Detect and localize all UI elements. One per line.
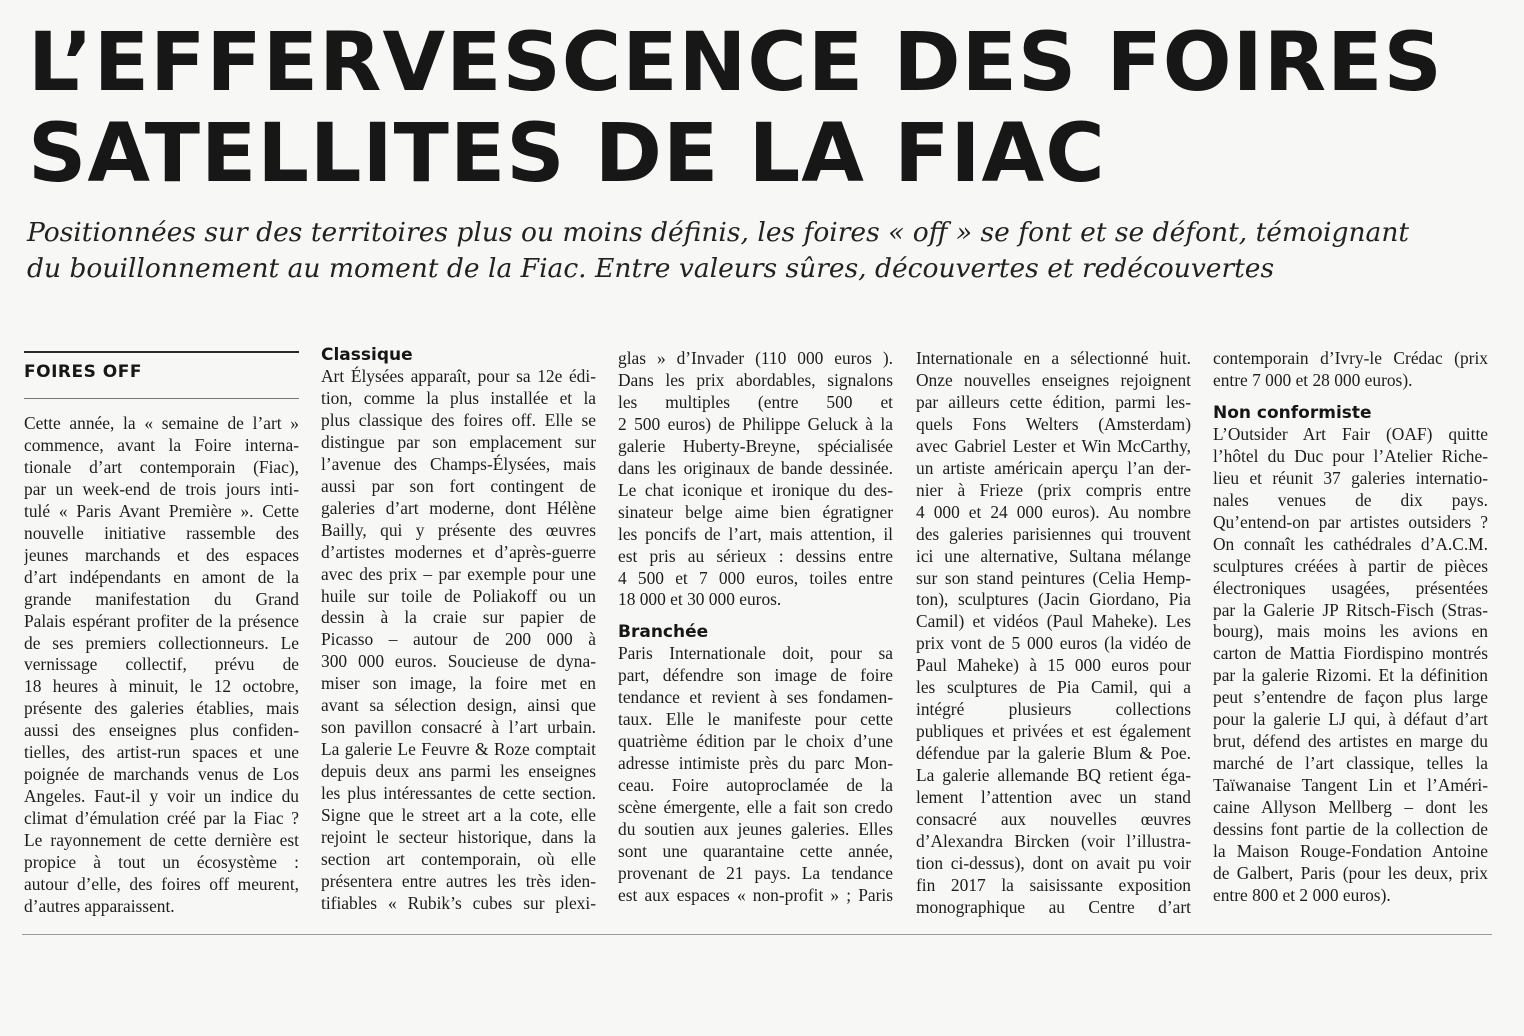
kicker-top-rule [24,351,299,353]
text-line: ceau. Foire autoproclamée de la [618,775,893,796]
article-column-5 [1213,348,1488,907]
article-column-2 [321,344,596,915]
article-column-1 [24,413,299,918]
page-bottom-rule [22,934,1492,935]
text-line: taux. Elle le manifeste pour cette [618,709,893,730]
text-line: La galerie Le Feuvre & Roze comptait [321,739,596,760]
kicker-bottom-rule [24,398,299,399]
text-line: d’Alexandra Bircken (voir l’illustra- [916,830,1191,851]
text-line: On connaît les cathédrales d’A.C.M. [1213,533,1488,554]
text-line: fin 2017 la saisissante exposition [916,874,1191,895]
text-line: aussi des enseignes plus confiden- [24,720,299,741]
text-line: distingue par son emplacement sur [321,431,596,452]
text-line: un artiste américain aperçu l’an der- [916,457,1191,478]
column-1-body [24,413,299,918]
text-line: sinateur belge aime bien égratigner [618,501,893,522]
text-line: électroniques usagées, présentées [1213,577,1488,598]
text-line: prix vont de 5 000 euros (la vidéo de [916,633,1191,654]
text-line: Paul Maheke) à 15 000 euros pour [916,655,1191,676]
text-line: autour d’elle, des foires off meurent, [24,874,299,895]
text-line: grande manifestation du Grand [24,588,299,609]
standfirst-line-2: du bouillonnement au moment de la Fiac. Entre valeurs sûres, découvertes et redécouvertes [27,253,1275,284]
text-line: brut, défend des artistes en marge du [1213,731,1488,752]
text-line: peut s’entendre de façon plus large [1213,687,1488,708]
text-line: rejoint le secteur historique, dans la [321,827,596,848]
subheading-non-conformiste: Non conformiste [1213,402,1372,423]
text-line: par un week-end de trois jours inti- [24,478,299,499]
text-line: Onze nouvelles enseignes rejoignent [916,369,1191,390]
text-line: pour la galerie LJ qui, à défaut d’art [1213,709,1488,730]
standfirst [27,215,1497,287]
text-line: adresse intimiste près du parc Mon- [618,753,893,774]
text-line: Dans les prix abordables, signalons [618,369,893,390]
text-line: galeries d’art moderne, dont Hélène [321,497,596,518]
text-line: galerie Huberty-Breyne, spécialisée [618,435,893,456]
column-3-body-b [618,643,893,906]
text-line: jeunes marchands et des espaces [24,544,299,565]
text-line: tionale d’art contemporain (Fiac), [24,456,299,477]
text-line: sculptures créées à partir de pièces [1213,555,1488,576]
text-line: Art Élysées apparaît, pour sa 12e édi- [321,366,596,386]
text-line: bourg), mais moins les avions en [1213,621,1488,642]
text-line: part, défendre son image de foire [618,665,893,686]
text-line: carton de Mattia Fiordispino montrés [1213,643,1488,664]
text-line: 4 500 et 7 000 euros, toiles entre [618,567,893,588]
text-line: dessin à la craie sur papier de [321,607,596,628]
headline [28,18,1498,200]
text-line: aussi par son fort contingent de [321,475,596,496]
text-line: l’hôtel du Duc pour l’Atelier Riche- [1213,445,1488,466]
text-line: de Galbert, Paris (pour les deux, prix [1213,862,1488,883]
text-line: ton), sculptures (Jacin Giordano, Pia [916,589,1191,610]
text-line: miser son image, la foire met en [321,673,596,694]
text-line: poignée de marchands venus de Los [24,764,299,785]
text-line: Taïwanaise Tangent Lin et l’Améri- [1213,775,1488,796]
text-line: vernissage collectif, prévu de [24,654,299,675]
text-line: 2 500 euros) de Philippe Geluck à la [618,413,893,434]
text-line: est pris au sérieux : dessins entre [618,545,893,566]
text-line: publiques et privées et est également [916,721,1191,742]
standfirst-line-1: Positionnées sur des territoires plus ou moins définis, les foires « off » se font et se défont, témoignant [27,217,1410,248]
text-line: L’Outsider Art Fair (OAF) quitte [1213,423,1488,444]
text-line: tion, comme la plus installée et la [321,387,596,408]
text-line: Le chat iconique et ironique du des- [618,479,893,500]
text-line: 4 000 et 24 000 euros). Au nombre [916,501,1191,522]
text-line: les multiples (entre 500 et [618,391,893,412]
text-line: d’artistes modernes et d’après-guerre [321,541,596,562]
text-line: 18 heures à minuit, le 12 octobre, [24,676,299,697]
text-line: les plus intéressantes de cette section. [321,783,596,804]
text-line: section art contemporain, où elle [321,848,596,869]
text-line: marché de l’art classique, telles la [1213,753,1488,774]
text-line: Le rayonnement de cette dernière est [24,830,299,851]
text-line: caine Allyson Mellberg – dont les [1213,797,1488,818]
text-line: contemporain d’Ivry-le Crédac (prix [1213,348,1488,368]
text-line: Angeles. Faut-il y voir un indice du [24,786,299,807]
text-line: quels Fons Welters (Amsterdam) [916,413,1191,434]
text-line: présentera entre autres les très iden- [321,870,596,891]
text-line: glas » d’Invader (110 000 euros ). [618,348,893,368]
text-line: nier à Frieze (prix compris entre [916,479,1191,500]
text-line: d’autres apparaissent. [24,895,175,916]
article-column-3 [618,348,893,907]
text-line: entre 800 et 2 000 euros). [1213,884,1391,905]
text-line: sur son stand peintures (Celia Hemp- [916,567,1191,588]
text-line: Internationale en a sélectionné huit. [916,348,1191,368]
text-line: commence, avant la Foire interna- [24,434,299,455]
text-line: Signe que le street art a la cote, elle [321,805,596,826]
column-2-body [321,366,596,915]
headline-line-2: SATELLITES DE LA FIAC [28,107,1106,201]
text-line: Bailly, qui y présente des œuvres [321,519,596,540]
text-line: Picasso – autour de 200 000 à [321,629,596,650]
text-line: dans les originaux de bande dessinée. [618,457,893,478]
text-line: des galeries parisiennes qui trouvent [916,523,1191,544]
text-line: du soutien aux jeunes galeries. Elles [618,819,893,840]
text-line: présente des galeries établies, mais [24,698,299,719]
column-5-body-a [1213,348,1488,392]
text-line: les sculptures de Pia Camil, qui a [916,677,1191,698]
text-line: de ses premiers collectionneurs. Le [24,632,299,653]
text-line: est aux espaces « non-profit » ; Paris [618,884,893,905]
text-line: Qu’entend-on par artistes outsiders ? [1213,511,1488,532]
text-line: entre 7 000 et 28 000 euros). [1213,369,1413,390]
text-line: quatrième édition par le choix d’une [618,731,893,752]
text-line: propice à tout un écosystème : [24,852,299,873]
text-line: huile sur toile de Poliakoff ou un [321,585,596,606]
subheading-classique: Classique [321,345,413,365]
text-line: Paris Internationale doit, pour sa [618,643,893,664]
text-line: Cette année, la « semaine de l’art » [24,413,299,433]
text-line: tendance et revient à ses fondamen- [618,687,893,708]
text-line: consacré aux nouvelles œuvres [916,809,1191,830]
text-line: les poncifs de l’art, mais attention, il [618,523,893,544]
text-line: ici une alternative, Sultana mélange [916,545,1191,566]
text-line: lement l’attention avec un stand [916,787,1191,808]
text-line: tifiables « Rubik’s cubes sur plexi- [321,892,596,913]
text-line: intégré plusieurs collections [916,699,1191,720]
text-line: par ailleurs cette édition, parmi les- [916,391,1191,412]
text-line: nales venues de dix pays. [1213,489,1488,510]
text-line: sont une quarantaine cette année, [618,841,893,862]
text-line: Palais espérant profiter de la présence [24,610,299,631]
text-line: défendue par la galerie Blum & Poe. [916,743,1191,764]
text-line: lieu et réunit 37 galeries internatio- [1213,467,1488,488]
headline-line-1: L’EFFERVESCENCE DES FOIRES [28,16,1443,110]
text-line: dessins font partie de la collection de [1213,819,1488,840]
column-4-body [916,348,1191,919]
text-line: provenant de 21 pays. La tendance [618,862,893,883]
article-column-4 [916,348,1191,919]
text-line: monographique au Centre d’art [916,896,1191,917]
column-3-body-a [618,348,893,611]
text-line: depuis deux ans parmi les enseignes [321,761,596,782]
text-line: par la Galerie JP Ritsch-Fisch (Stras- [1213,599,1488,620]
text-line: d’art indépendants en amont de la [24,566,299,587]
text-line: tion ci-dessus), dont on avait pu voir [916,852,1191,873]
text-line: tielles, des artist-run spaces et une [24,742,299,763]
text-line: climat d’émulation créé par la Fiac ? [24,808,299,829]
text-line: nouvelle initiative rassemble des [24,522,299,543]
text-line: par la galerie Rizomi. Et la définition [1213,665,1488,686]
text-line: Camil) et vidéos (Paul Maheke). Les [916,611,1191,632]
text-line: la Maison Rouge-Fondation Antoine [1213,841,1488,862]
text-line: 300 000 euros. Soucieuse de dyna- [321,651,596,672]
text-line: scène émergente, elle a fait son credo [618,797,893,818]
text-line: plus classique des foires off. Elle se [321,409,596,430]
text-line: avec Gabriel Lester et Win McCarthy, [916,435,1191,456]
text-line: l’avenue des Champs-Élysées, mais [321,453,596,474]
section-kicker: FOIRES OFF [24,362,142,382]
text-line: tulé « Paris Avant Première ». Cette [24,500,299,521]
column-5-body-b [1213,424,1488,907]
subheading-branchee: Branchée [618,622,709,643]
text-line: avant sa sélection design, ainsi que [321,695,596,716]
text-line: 18 000 et 30 000 euros. [618,589,782,610]
text-line: son pavillon consacré à l’art urbain. [321,717,596,738]
text-line: La galerie allemande BQ retient éga- [916,765,1191,786]
text-line: avec des prix – par exemple pour une [321,563,596,584]
